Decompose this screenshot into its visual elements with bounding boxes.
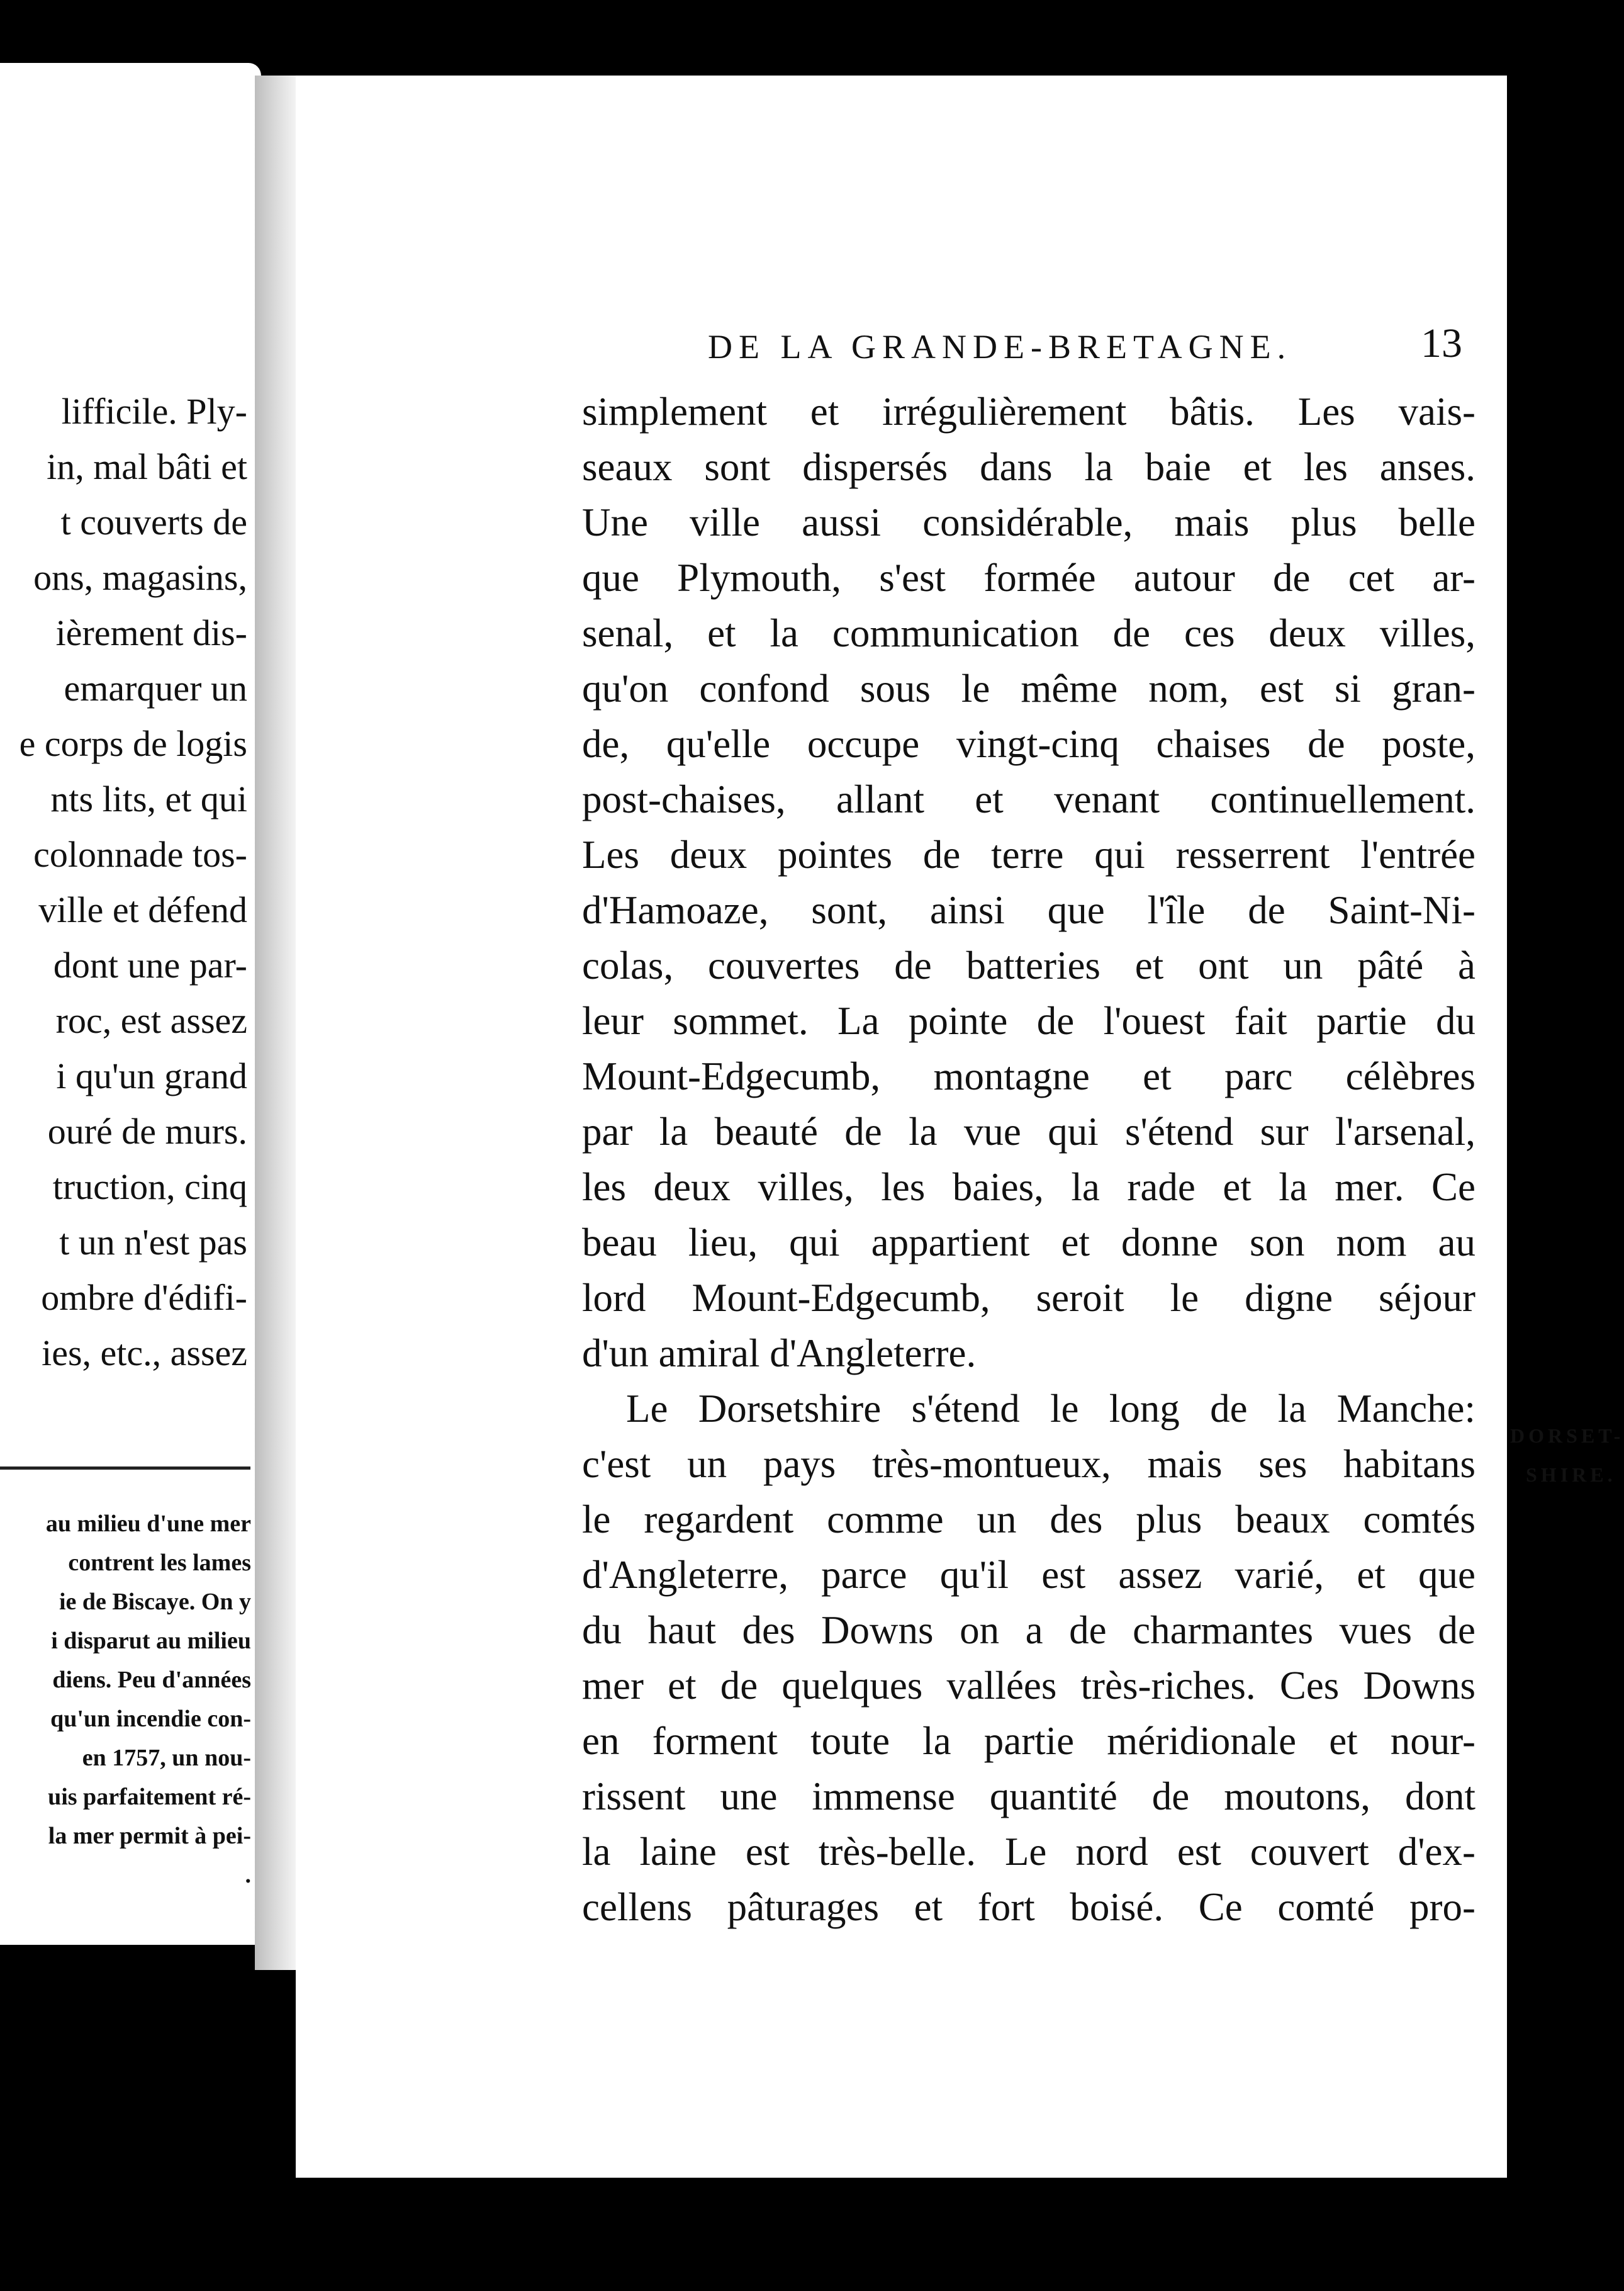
text-line: post-chaises, allant et venant continuellement. <box>582 777 1476 821</box>
text-line: cellens pâturages et fort boisé. Ce comté pro- <box>582 1885 1476 1929</box>
footnote-line: i disparut au milieu <box>51 1628 251 1654</box>
left-line: ies, etc., assez <box>42 1332 247 1373</box>
text-line: d'Angleterre, parce qu'il est assez varié, et que <box>582 1553 1476 1597</box>
left-line: ouré de murs. <box>47 1111 247 1152</box>
left-page-footnotes <box>0 1504 251 1894</box>
left-line: lifficile. Ply- <box>61 391 247 432</box>
left-line: i qu'un grand <box>56 1055 247 1096</box>
text-line: Le Dorsetshire s'étend le long de la Manche: <box>626 1387 1476 1431</box>
left-line: in, mal bâti et <box>47 446 247 487</box>
running-header: DE LA GRANDE-BRETAGNE. <box>708 328 1292 366</box>
page-number: 13 <box>1421 320 1462 366</box>
footnote-line: qu'un incendie con- <box>50 1706 251 1732</box>
text-line: Une ville aussi considérable, mais plus belle <box>582 500 1476 544</box>
text-line: d'un amiral d'Angleterre. <box>582 1331 977 1375</box>
text-line: le regardent comme un des plus beaux comtés <box>582 1497 1476 1541</box>
margin-note-line: DORSET- <box>1510 1424 1624 1447</box>
text-line: rissent une immense quantité de moutons, dont <box>582 1774 1476 1818</box>
left-line: emarquer un <box>64 668 247 709</box>
text-line: de, qu'elle occupe vingt-cinq chaises de poste, <box>582 722 1476 766</box>
left-line: roc, est assez <box>55 1000 247 1041</box>
footnote-line: . <box>245 1862 251 1888</box>
right-page <box>296 76 1624 2178</box>
left-line: ombre d'édifi- <box>41 1277 247 1318</box>
left-line: ons, magasins, <box>33 557 247 598</box>
left-line: ièrement dis- <box>55 612 247 653</box>
left-line: ville et défend <box>38 889 247 930</box>
left-line: colonnade tos- <box>33 834 247 875</box>
text-line: qu'on confond sous le même nom, est si gran- <box>582 667 1476 711</box>
left-line: t un n'est pas <box>59 1222 247 1263</box>
left-line: dont une par- <box>53 945 247 986</box>
text-line: en forment toute la partie méridionale et nour- <box>582 1719 1476 1763</box>
left-line: nts lits, et qui <box>50 779 247 819</box>
footnote-line: au milieu d'une mer <box>45 1511 251 1537</box>
footnote-line: en 1757, un nou- <box>82 1745 251 1771</box>
text-line: colas, couvertes de batteries et ont un pâté à <box>582 943 1476 988</box>
text-line: que Plymouth, s'est formée autour de cet ar- <box>582 556 1476 600</box>
text-line: senal, et la communication de ces deux villes, <box>582 611 1476 655</box>
text-line: par la beauté de la vue qui s'étend sur l'arsenal, <box>582 1110 1476 1154</box>
left-page-text <box>0 384 247 1381</box>
text-line: mer et de quelques vallées très-riches. Ces Downs <box>582 1663 1476 1708</box>
margin-note-line: SHIRE. <box>1526 1463 1616 1486</box>
margin-note <box>1510 1416 1624 1494</box>
text-line: Les deux pointes de terre qui resserrent l'entrée <box>582 833 1476 877</box>
left-line: e corps de logis <box>19 723 247 764</box>
text-line: les deux villes, les baies, la rade et la mer. Ce <box>582 1165 1476 1209</box>
body-text <box>582 384 1476 1935</box>
text-line: leur sommet. La pointe de l'ouest fait partie du <box>582 999 1476 1043</box>
text-line: d'Hamoaze, sont, ainsi que l'île de Saint-Ni- <box>582 888 1476 932</box>
footnote-line: uis parfaitement ré- <box>48 1784 251 1810</box>
text-line: c'est un pays très-montueux, mais ses habitans <box>582 1442 1476 1486</box>
text-line: Mount-Edgecumb, montagne et parc célèbres <box>582 1054 1476 1098</box>
text-line: la laine est très-belle. Le nord est couvert d'ex- <box>582 1830 1476 1874</box>
footnote-line: la mer permit à pei- <box>48 1823 251 1849</box>
footnote-rule <box>0 1466 250 1470</box>
footnote-line: diens. Peu d'années <box>52 1667 251 1693</box>
text-line: simplement et irrégulièrement bâtis. Les vais- <box>582 390 1476 434</box>
footnote-line: ie de Biscaye. On y <box>59 1589 251 1615</box>
footnote-line: contrent les lames <box>68 1550 251 1576</box>
text-line: seaux sont dispersés dans la baie et les anses. <box>582 445 1476 489</box>
text-line: du haut des Downs on a de charmantes vues de <box>582 1608 1476 1652</box>
left-line: truction, cinq <box>52 1166 247 1207</box>
left-page <box>0 63 261 1945</box>
left-line: t couverts de <box>60 502 247 543</box>
text-line: beau lieu, qui appartient et donne son nom au <box>582 1220 1476 1264</box>
text-line: lord Mount-Edgecumb, seroit le digne séjour <box>582 1276 1476 1320</box>
